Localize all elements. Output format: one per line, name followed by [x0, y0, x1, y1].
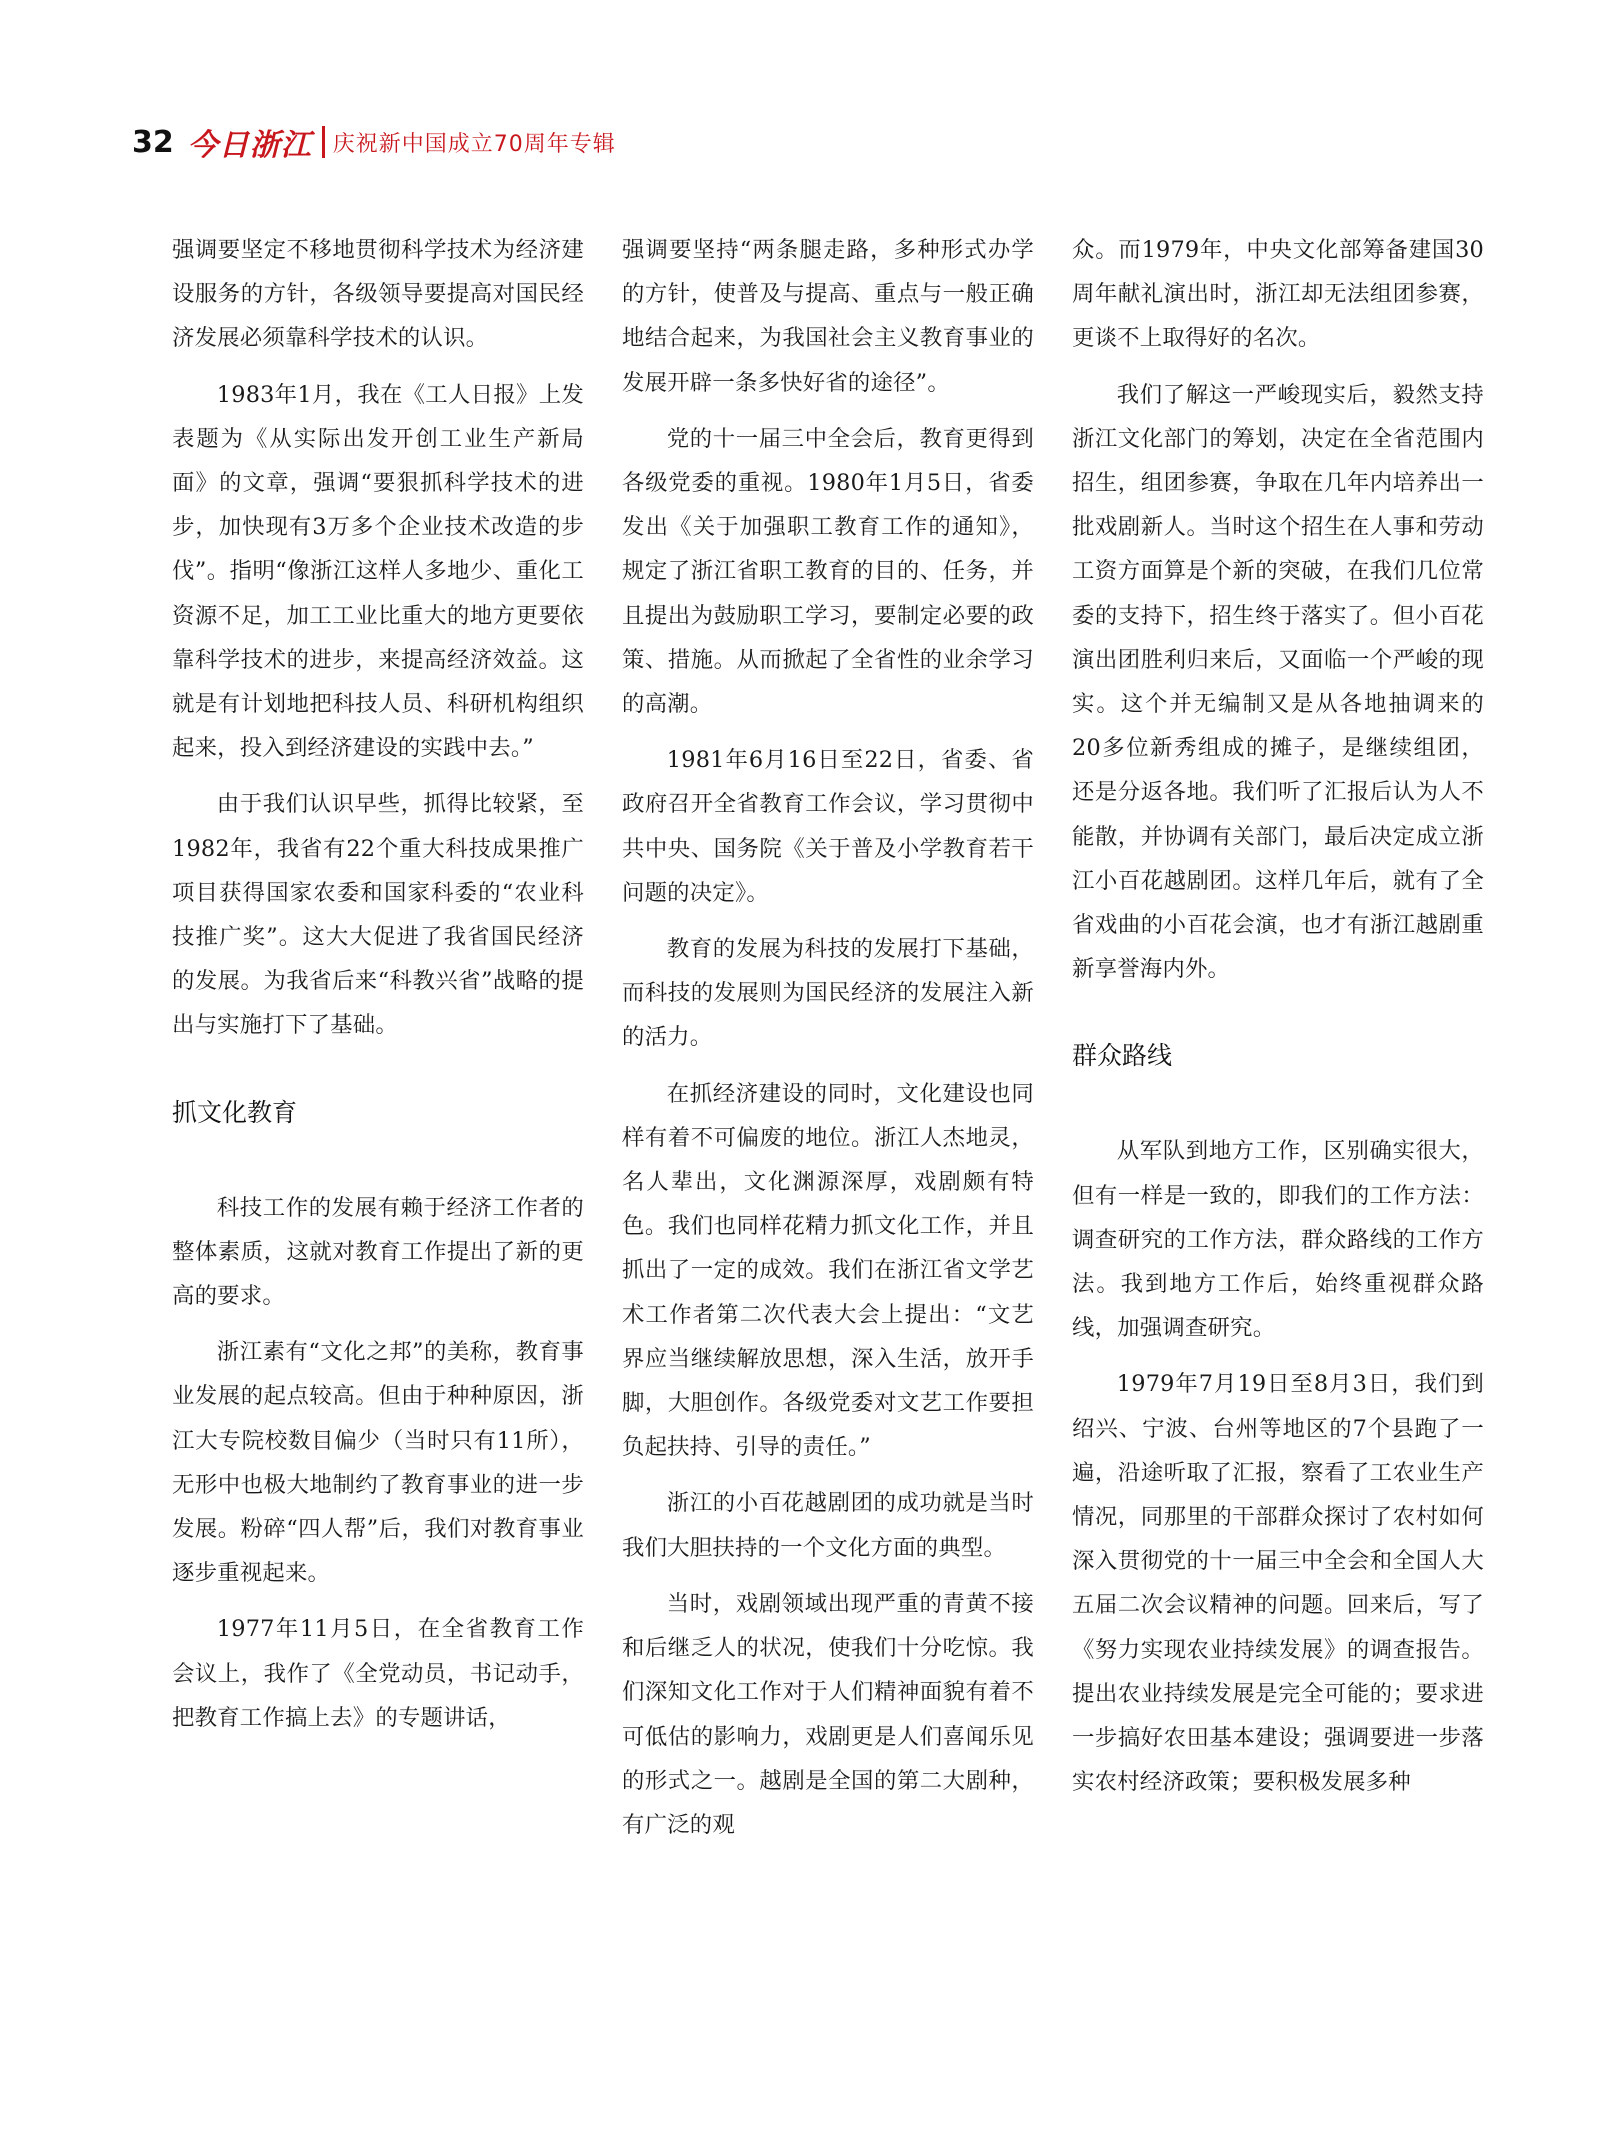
paragraph: 1977年11月5日，在全省教育工作会议上，我作了《全党动员，书记动手，把教育工作搞上去》的专题讲话，	[172, 1616, 584, 1731]
paragraph: 众。而1979年，中央文化部筹备建国30周年献礼演出时，浙江却无法组团参赛，更谈不上取得好的名次。	[1072, 237, 1484, 352]
page-number: 32	[132, 124, 174, 160]
paragraph: 1981年6月16日至22日，省委、省政府召开全省教育工作会议，学习贯彻中共中央、国务院《关于普及小学教育若干问题的决定》。	[622, 747, 1034, 906]
paragraph: 浙江的小百花越剧团的成功就是当时我们大胆扶持的一个文化方面的典型。	[622, 1490, 1034, 1561]
section-heading: 群众路线	[1072, 1041, 1173, 1071]
paragraph: 由于我们认识早些，抓得比较紧，至1982年，我省有22个重大科技成果推广项目获得国家农委和国家科委的“农业科技推广奖”。这大大促进了我省国民经济的发展。为我省后来“科教兴省”战略的提出与实施打下了基础。	[172, 791, 584, 1039]
column-2	[622, 228, 1034, 1859]
section-heading: 抓文化教育	[172, 1097, 298, 1127]
paragraph: 教育的发展为科技的发展打下基础，而科技的发展则为国民经济的发展注入新的活力。	[622, 936, 1034, 1051]
paragraph: 科技工作的发展有赖于经济工作者的整体素质，这就对教育工作提出了新的更高的要求。	[172, 1194, 584, 1310]
header-divider	[322, 126, 325, 158]
paragraph: 从军队到地方工作，区别确实很大，但有一样是一致的，即我们的工作方法：调查研究的工作方法，群众路线的工作方法。我到地方工作后，始终重视群众路线，加强调查研究。	[1072, 1138, 1484, 1342]
column-3	[1072, 228, 1484, 1817]
paragraph: 1983年1月，我在《工人日报》上发表题为《从实际出发开创工业生产新局面》的文章，强调“要狠抓科学技术的进步，加快现有3万多个企业技术改造的步伐”。指明“像浙江这样人多地少、重化工资源不足，加工工业比重大的地方更要依靠科学技术的进步，来提高经济效益。这就是有计划地把科技人员、科研机构组织起来，投入到经济建设的实践中去。”	[172, 381, 584, 762]
paragraph: 强调要坚持“两条腿走路，多种形式办学的方针，使普及与提高、重点与一般正确地结合起来，为我国社会主义教育事业的发展开辟一条多快好省的途径”。	[622, 237, 1034, 396]
page-header	[132, 118, 616, 166]
paragraph: 我们了解这一严峻现实后，毅然支持浙江文化部门的筹划，决定在全省范围内招生，组团参赛，争取在几年内培养出一批戏剧新人。当时这个招生在人事和劳动工资方面算是个新的突破，在我们几位常委的支持下，招生终于落实了。但小百花演出团胜利归来后，又面临一个严峻的现实。这个并无编制又是从各地抽调来的20多位新秀组成的摊子，是继续组团，还是分返各地。我们听了汇报后认为人不能散，并协调有关部门，最后决定成立浙江小百花越剧团。这样几年后，就有了全省戏曲的小百花会演，也才有浙江越剧重新享誉海内外。	[1072, 381, 1484, 983]
paragraph: 党的十一届三中全会后，教育更得到各级党委的重视。1980年1月5日，省委发出《关于加强职工教育工作的通知》，规定了浙江省职工教育的目的、任务，并且提出为鼓励职工学习，要制定必要的政策、措施。从而掀起了全省性的业余学习的高潮。	[622, 425, 1034, 718]
special-issue-title: 庆祝新中国成立70周年专辑	[332, 131, 616, 157]
paragraph: 1979年7月19日至8月3日，我们到绍兴、宁波、台州等地区的7个县跑了一遍，沿途听取了汇报，察看了工农业生产情况，同那里的干部群众探讨了农村如何深入贯彻党的十一届三中全会和全国人大五届二次会议精神的问题。回来后，写了《努力实现农业持续发展》的调查报告。提出农业持续发展是完全可能的；要求进一步搞好农田基本建设；强调要进一步落实农村经济政策；要积极发展多种	[1072, 1371, 1484, 1796]
paragraph: 当时，戏剧领域出现严重的青黄不接和后继乏人的状况，使我们十分吃惊。我们深知文化工作对于人们精神面貌有着不可低估的影响力，戏剧更是人们喜闻乐见的形式之一。越剧是全国的第二大剧种，有广泛的观	[622, 1590, 1034, 1838]
magazine-logo: 今日浙江	[187, 128, 312, 163]
paragraph: 在抓经济建设的同时，文化建设也同样有着不可偏废的地位。浙江人杰地灵，名人辈出，文化渊源深厚，戏剧颇有特色。我们也同样花精力抓文化工作，并且抓出了一定的成效。我们在浙江省文学艺术工作者第二次代表大会上提出：“文艺界应当继续解放思想，深入生活，放开手脚，大胆创作。各级党委对文艺工作要担负起扶持、引导的责任。”	[622, 1080, 1034, 1461]
paragraph: 强调要坚定不移地贯彻科学技术为经济建设服务的方针，各级领导要提高对国民经济发展必须靠科学技术的认识。	[172, 237, 584, 352]
paragraph: 浙江素有“文化之邦”的美称，教育事业发展的起点较高。但由于种种原因，浙江大专院校数目偏少（当时只有11所），无形中也极大地制约了教育事业的进一步发展。粉碎“四人帮”后，我们对教育事业逐步重视起来。	[172, 1339, 584, 1587]
column-1	[172, 228, 584, 1752]
